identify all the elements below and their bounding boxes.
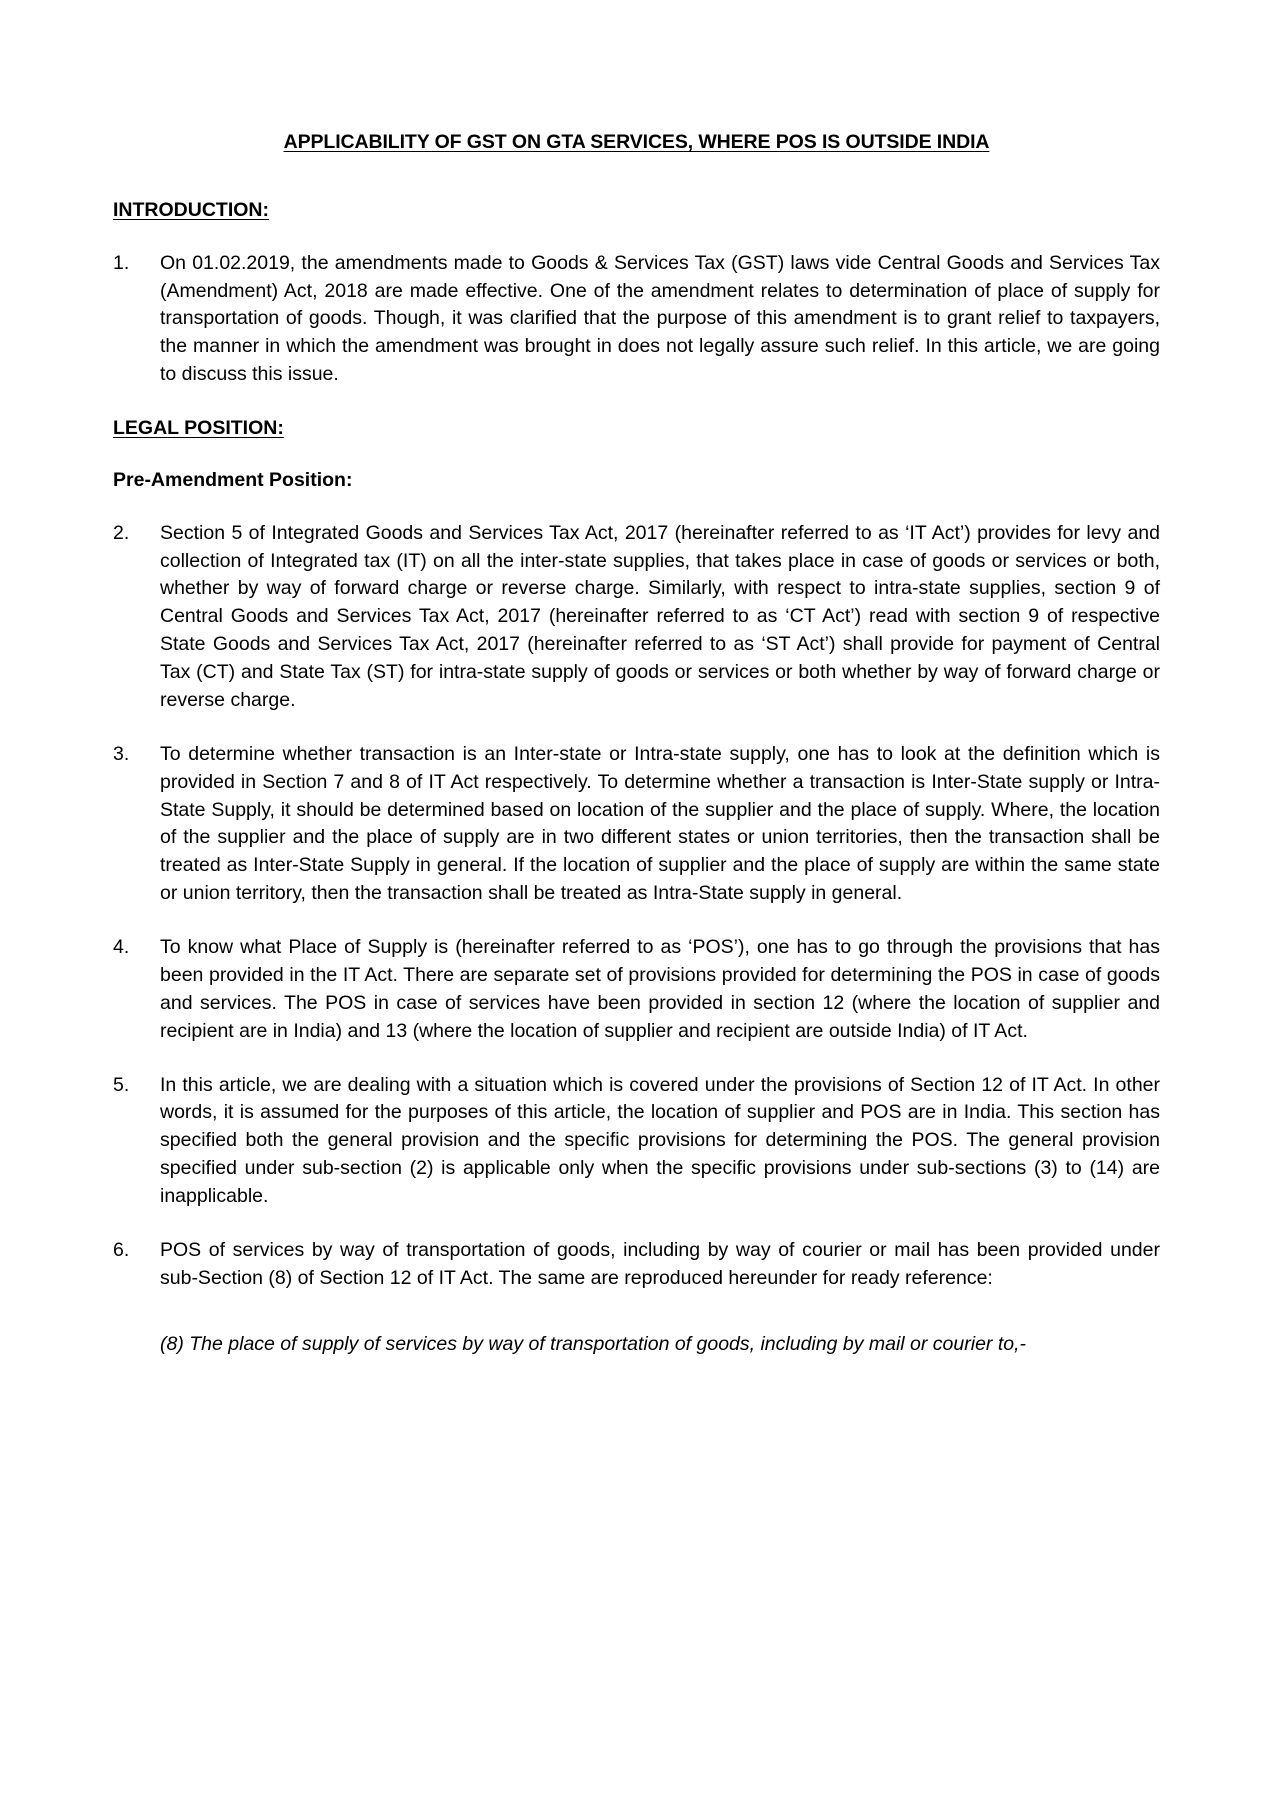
paragraph-item-3 xyxy=(113,741,1160,908)
list-number: 1. xyxy=(113,251,130,274)
paragraph-item-2 xyxy=(113,520,1160,715)
paragraph-text: In this article, we are dealing with a situation which is covered under the provisions of Section 12 of IT Act. In other words, it is assumed for the purposes of this article, the location of supplier and POS are in India. This section has specified both the general provision and the specific provisions for determining the POS. The general provision specified under sub-section (2) is applicable only when the specific provisions under sub-sections (3) to (14) are inapplicable. xyxy=(160,1073,1160,1208)
heading-pre-amendment-position: Pre-Amendment Position: xyxy=(113,469,353,492)
list-number: 6. xyxy=(113,1238,130,1261)
list-number: 3. xyxy=(113,742,130,765)
list-number: 2. xyxy=(113,521,130,544)
paragraph-text: To know what Place of Supply is (hereinafter referred to as ‘POS’), one has to go through the provisions that has been provided in the IT Act. There are separate set of provisions provided for determining the POS in case of goods and services. The POS in case of services have been provided in section 12 (where the location of supplier and recipient are in India) and 13 (where the location of supplier and recipient are outside India) of IT Act. xyxy=(160,936,1160,1042)
paragraph-item-1 xyxy=(113,250,1160,389)
statutory-quote: (8) The place of supply of services by way of transportation of goods, including by mail or courier to,- xyxy=(160,1332,1026,1355)
list-number: 4. xyxy=(113,936,130,959)
paragraph-text: On 01.02.2019, the amendments made to Goods & Services Tax (GST) laws vide Central Goods and Services Tax (Amendment) Act, 2018 are made effective. One of the amendment relates to determination of place of supply for transportation of goods. Though, it was clarified that the purpose of this amendment is to grant relief to taxpayers, the manner in which the amendment was brought in does not legally assure such relief. In this article, we are going to discuss this issue. xyxy=(160,251,1160,386)
heading-introduction: INTRODUCTION: xyxy=(113,199,269,222)
paragraph-text: POS of services by way of transportation of goods, including by way of courier or mail has been provided under sub-Section (8) of Section 12 of IT Act. The same are reproduced hereunder for ready reference: xyxy=(160,1238,1160,1289)
paragraph-text: To determine whether transaction is an Inter-state or Intra-state supply, one has to look at the definition which is provided in Section 7 and 8 of IT Act respectively. To determine whether a transaction is Inter-State supply or Intra-State Supply, it should be determined based on location of the supplier and the place of supply. Where, the location of the supplier and the place of supply are in two different states or union territories, then the transaction shall be treated as Inter-State Supply in general. If the location of supplier and the place of supply are within the same state or union territory, then the transaction shall be treated as Intra-State supply in general. xyxy=(160,742,1160,905)
paragraph-item-5 xyxy=(113,1072,1160,1211)
document-title: APPLICABILITY OF GST ON GTA SERVICES, WHERE POS IS OUTSIDE INDIA xyxy=(283,131,990,153)
heading-legal-position: LEGAL POSITION: xyxy=(113,417,284,440)
paragraph-text: Section 5 of Integrated Goods and Services Tax Act, 2017 (hereinafter referred to as ‘IT Act’) provides for levy and collection of Integrated tax (IT) on all the inter-state supplies, that takes place in case of goods or services or both, whether by way of forward charge or reverse charge. Similarly, with respect to intra-state supplies, section 9 of Central Goods and Services Tax Act, 2017 (hereinafter referred to as ‘CT Act’) read with section 9 of respective State Goods and Services Tax Act, 2017 (hereinafter referred to as ‘ST Act’) shall provide for payment of Central Tax (CT) and State Tax (ST) for intra-state supply of goods or services or both whether by way of forward charge or reverse charge. xyxy=(160,521,1160,711)
list-number: 5. xyxy=(113,1073,130,1096)
paragraph-item-4 xyxy=(113,934,1160,1046)
paragraph-item-6 xyxy=(113,1237,1160,1293)
